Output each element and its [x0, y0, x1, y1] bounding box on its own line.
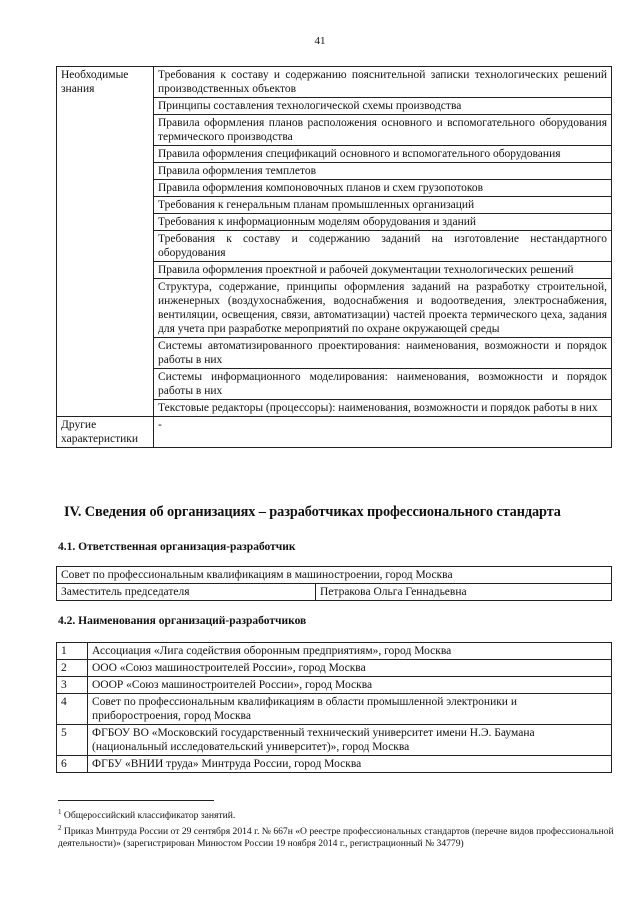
knowledge-item: Правила оформления спецификаций основного и вспомогательного оборудования — [154, 146, 612, 163]
knowledge-item: Принципы составления технологической схемы производства — [154, 98, 612, 115]
knowledge-item: Требования к информационным моделям оборудования и зданий — [154, 214, 612, 231]
knowledge-item: Правила оформления проектной и рабочей документации технологических решений — [154, 262, 612, 279]
responsible-org-heading: 4.1. Ответственная организация-разработчик — [58, 541, 296, 553]
developer-orgs-heading: 4.2. Наименования организаций-разработчиков — [58, 615, 307, 627]
responsible-position: Заместитель председателя — [57, 584, 316, 601]
footnote-1 — [58, 806, 614, 822]
row-number: 4 — [57, 694, 88, 725]
org-name: ООО «Союз машиностроителей России», город Москва — [88, 660, 612, 677]
table-row — [57, 725, 612, 756]
knowledge-item: Системы автоматизированного проектирования: наименования, возможности и порядок работы в них — [154, 338, 612, 369]
section-title: IV. Сведения об организациях – разработчиках профессионального стандарта — [64, 504, 561, 520]
org-name: ФГБУ «ВНИИ труда» Минтруда России, город Москва — [88, 756, 612, 773]
footnote-mark: 2 — [58, 824, 62, 833]
developer-orgs-table — [56, 642, 612, 773]
knowledge-item: Правила оформления компоновочных планов и схем грузопотоков — [154, 180, 612, 197]
responsible-org-table — [56, 566, 612, 601]
org-name: ФГБОУ ВО «Московский государственный технический университет имени Н.Э. Баумана (национальный исследовательский университет)», город Москва — [88, 725, 612, 756]
row-number: 1 — [57, 643, 88, 660]
table-row — [57, 694, 612, 725]
other-characteristics-value: - — [154, 417, 612, 448]
other-characteristics-label: Другие характеристики — [57, 417, 154, 448]
knowledge-item: Системы информационного моделирования: наименования, возможности и порядок работы в них — [154, 369, 612, 400]
org-name: Ассоциация «Лига содействия оборонным предприятиям», город Москва — [88, 643, 612, 660]
org-name: ОООР «Союз машиностроителей России», город Москва — [88, 677, 612, 694]
footnote-text: Общероссийский классификатор занятий. — [63, 810, 236, 822]
knowledge-item: Правила оформления планов расположения основного и вспомогательного оборудования термического производства — [154, 115, 612, 146]
knowledge-item: Структура, содержание, принципы оформления заданий на разработку строительной, инженерных (воздухоснабжения, водоснабжения и водоотведения, электроснабжения, вентиляции, освещения, связи, автоматизации) частей проекта термического цеха, задания для учета при разработке мероприятий по охране окружающей среды — [154, 279, 612, 338]
knowledge-item: Правила оформления темплетов — [154, 163, 612, 180]
knowledge-item: Текстовые редакторы (процессоры): наименования, возможности и порядок работы в них — [154, 400, 612, 417]
page-number: 41 — [314, 35, 326, 47]
responsible-org-name: Совет по профессиональным квалификациям в машиностроении, город Москва — [57, 567, 612, 584]
row-number: 3 — [57, 677, 88, 694]
knowledge-item: Требования к генеральным планам промышленных организаций — [154, 197, 612, 214]
org-name: Совет по профессиональным квалификациям в области промышленной электроники и приборостроения, город Москва — [88, 694, 612, 725]
footnote-text: Приказ Минтруда России от 29 сентября 2014 г. № 667н «О реестре профессиональных стандартов (перечне видов профессиональной деятельности)» (зарегистрирован Минюстом России 19 ноября 2014 г., регистрационный № 34779) — [58, 826, 614, 850]
table-row — [57, 643, 612, 660]
row-number: 6 — [57, 756, 88, 773]
row-number: 5 — [57, 725, 88, 756]
knowledge-label: Необходимые знания — [57, 67, 154, 417]
footnote-divider — [58, 800, 214, 801]
table-row — [57, 677, 612, 694]
knowledge-item: Требования к составу и содержанию заданий на изготовление нестандартного оборудования — [154, 231, 612, 262]
knowledge-table — [56, 66, 612, 448]
table-row — [57, 756, 612, 773]
footnote-2 — [58, 822, 614, 850]
knowledge-item: Требования к составу и содержанию пояснительной записки технологических решений производственных объектов — [154, 67, 612, 98]
table-row — [57, 660, 612, 677]
footnotes — [58, 806, 614, 850]
footnote-mark: 1 — [58, 808, 62, 816]
row-number: 2 — [57, 660, 88, 677]
responsible-person: Петракова Ольга Геннадьевна — [316, 584, 612, 601]
